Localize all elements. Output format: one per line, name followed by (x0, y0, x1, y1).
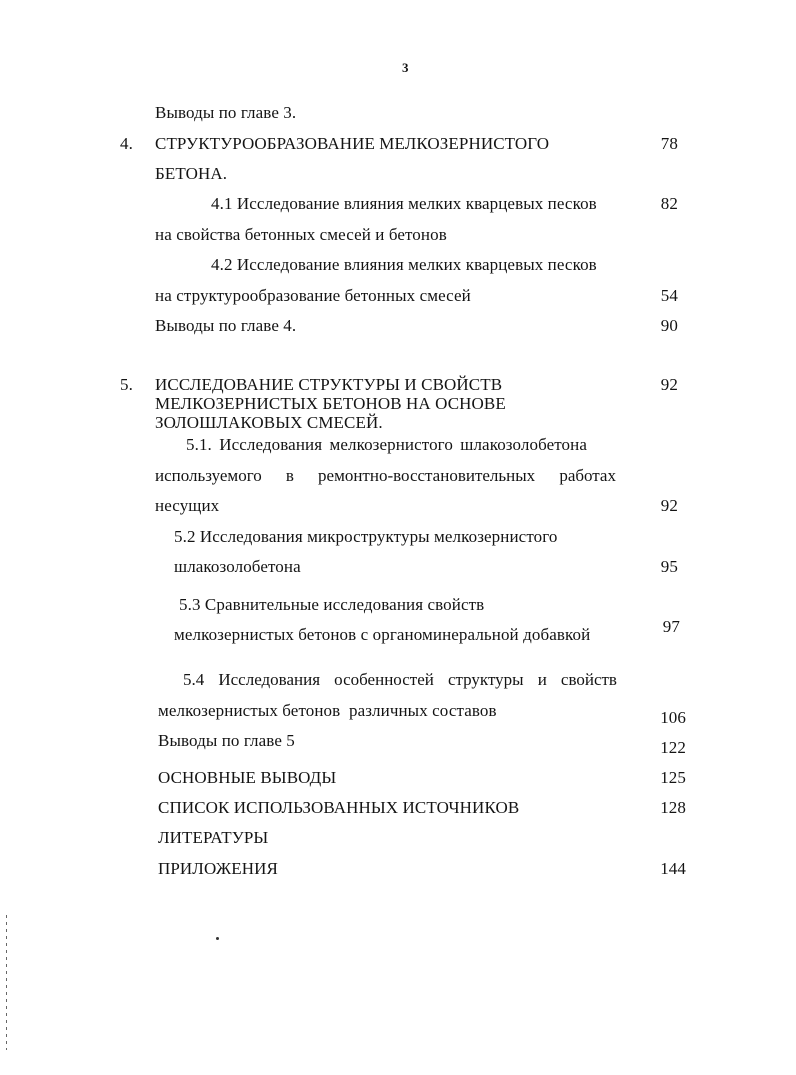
s53-page: 97 (662, 617, 680, 636)
s54-page: 106 (660, 708, 686, 727)
ch4-number: 4. (120, 134, 133, 153)
s54-word: Исследования (218, 670, 321, 689)
ch4-conclusion-page: 90 (660, 316, 678, 335)
s54-word: 5.4 (183, 670, 205, 689)
s41-line1: 4.1 Исследование влияния мелких кварцевых песков (211, 194, 597, 213)
references-line1: СПИСОК ИСПОЛЬЗОВАННЫХ ИСТОЧНИКОВ (158, 798, 520, 817)
ch3-conclusion: Выводы по главе 3. (155, 103, 297, 122)
appendices: ПРИЛОЖЕНИЯ (158, 859, 278, 878)
s54-word: особенностей (334, 670, 434, 689)
ch5-number: 5. (120, 375, 133, 394)
scan-speck (216, 937, 219, 940)
s42-page: 54 (660, 286, 678, 305)
s52-line1: 5.2 Исследования микроструктуры мелкозернистого (174, 527, 558, 546)
s54-word: и (537, 670, 547, 689)
s52-page: 95 (660, 557, 678, 576)
appendices-page: 144 (660, 859, 686, 878)
s51-word: работах (559, 466, 616, 485)
ch5-page: 92 (660, 375, 678, 394)
ch5-title-line3: ЗОЛОШЛАКОВЫХ СМЕСЕЙ. (155, 413, 383, 432)
s51-word: ремонтно-восстановительных (318, 466, 536, 485)
main-conclusions-page: 125 (660, 768, 686, 787)
ch5-conclusion-page: 122 (660, 738, 686, 757)
ch4-conclusion: Выводы по главе 4. (155, 316, 297, 335)
s41-page: 82 (660, 194, 678, 213)
s42-line1: 4.2 Исследование влияния мелких кварцевых песков (211, 255, 597, 274)
s51-word: в (285, 466, 294, 485)
s51-page: 92 (660, 496, 678, 515)
ch5-title-line1: ИССЛЕДОВАНИЕ СТРУКТУРЫ И СВОЙСТВ (155, 375, 503, 394)
s54-word: структуры (447, 670, 524, 689)
ch4-title-line2: БЕТОНА. (155, 164, 228, 183)
s41-line2: на свойства бетонных смесей и бетонов (155, 225, 447, 244)
ch4-page: 78 (660, 134, 678, 153)
scan-edge-line (6, 915, 7, 1050)
s42-line2: на структурообразование бетонных смесей (155, 286, 471, 305)
s53-line2: мелкозернистых бетонов с органоминеральной добавкой (174, 625, 591, 644)
s54-line2: мелкозернистых бетонов различных составов (158, 701, 497, 720)
page-number: 3 (402, 60, 409, 75)
s54-line1 (183, 670, 617, 690)
ch4-title-line1: СТРУКТУРООБРАЗОВАНИЕ МЕЛКОЗЕРНИСТОГО (155, 134, 550, 153)
s51-line1: 5.1. Исследования мелкозернистого шлакозолобетона (186, 435, 587, 454)
s51-line3: несущих (155, 496, 220, 515)
s53-line1: 5.3 Сравнительные исследования свойств (179, 595, 485, 614)
main-conclusions: ОСНОВНЫЕ ВЫВОДЫ (158, 768, 337, 787)
s51-word: используемого (155, 466, 262, 485)
s54-word: свойств (560, 670, 617, 689)
s51-line2 (155, 466, 616, 486)
references-line2: ЛИТЕРАТУРЫ (158, 828, 269, 847)
ch5-conclusion: Выводы по главе 5 (158, 731, 295, 750)
references-page: 128 (660, 798, 686, 817)
ch5-title-line2: МЕЛКОЗЕРНИСТЫХ БЕТОНОВ НА ОСНОВЕ (155, 394, 506, 413)
s52-line2: шлакозолобетона (174, 557, 301, 576)
